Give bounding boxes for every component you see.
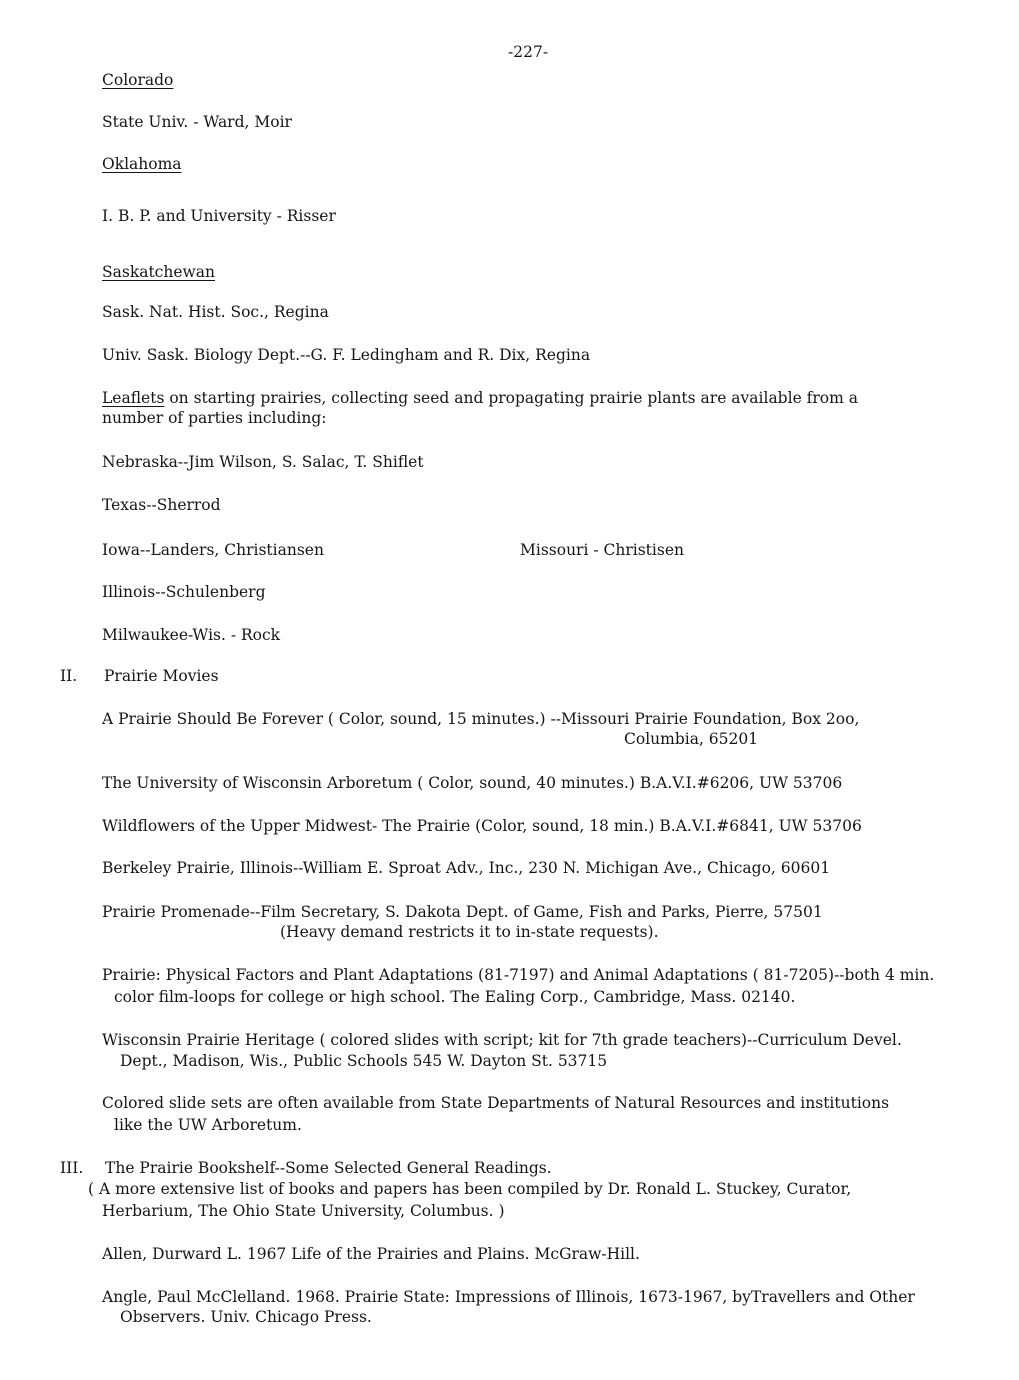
book-angle-line-1: Angle, Paul McClelland. 1968. Prairie State: Impressions of Illinois, 1673-1967, byTravellers and Other [102,1288,915,1306]
contact-texas: Texas--Sherrod [102,496,221,514]
heading-saskatchewan: Saskatchewan [102,263,216,281]
colorado-line: State Univ. - Ward, Moir [102,113,292,131]
section-2-numeral: II. [60,667,78,685]
movie-5-line-1: Prairie Promenade--Film Secretary, S. Dakota Dept. of Game, Fish and Parks, Pierre, 57501 [102,903,823,921]
page-number: -227- [508,43,549,61]
section-3-note-line-2: Herbarium, The Ohio State University, Columbus. ) [102,1202,505,1220]
heading-colorado: Colorado [102,71,174,89]
movie-7-line-1: Wisconsin Prairie Heritage ( colored slides with script; kit for 7th grade teachers)--Curriculum Devel. [102,1031,902,1049]
leaflets-paragraph-line-2: number of parties including: [102,409,327,427]
saskatchewan-line-1: Sask. Nat. Hist. Soc., Regina [102,303,329,321]
book-angle-line-2: Observers. Univ. Chicago Press. [120,1308,372,1326]
leaflets-rest: on starting prairies, collecting seed and propagating prairie plants are available from a [164,389,859,407]
heading-oklahoma: Oklahoma [102,155,182,173]
contact-iowa: Iowa--Landers, Christiansen [102,541,324,559]
book-allen: Allen, Durward L. 1967 Life of the Prairies and Plains. McGraw-Hill. [102,1245,640,1263]
saskatchewan-line-2: Univ. Sask. Biology Dept.--G. F. Ledingham and R. Dix, Regina [102,346,591,364]
section-2-title: Prairie Movies [104,667,219,685]
slides-note-line-2: like the UW Arboretum. [114,1116,302,1134]
oklahoma-line: I. B. P. and University - Risser [102,207,336,225]
contact-milwaukee: Milwaukee-Wis. - Rock [102,626,281,644]
section-3-note-line-1: ( A more extensive list of books and papers has been compiled by Dr. Ronald L. Stuckey, Curator, [88,1180,852,1198]
contact-nebraska: Nebraska--Jim Wilson, S. Salac, T. Shiflet [102,453,424,471]
movie-4: Berkeley Prairie, Illinois--William E. Sproat Adv., Inc., 230 N. Michigan Ave., Chicago, 60601 [102,859,831,877]
movie-7-line-2: Dept., Madison, Wis., Public Schools 545 W. Dayton St. 53715 [120,1052,608,1070]
leaflets-word: Leaflets [102,389,165,407]
movie-3: Wildflowers of the Upper Midwest- The Prairie (Color, sound, 18 min.) B.A.V.I.#6841, UW 53706 [102,817,862,835]
movie-2: The University of Wisconsin Arboretum ( Color, sound, 40 minutes.) B.A.V.I.#6206, UW 53706 [102,774,843,792]
section-3-numeral: III. [60,1159,84,1177]
contact-missouri: Missouri - Christisen [520,541,684,559]
movie-6-line-1: Prairie: Physical Factors and Plant Adaptations (81-7197) and Animal Adaptations ( 81-7205)--both 4 min. [102,966,935,984]
slides-note-line-1: Colored slide sets are often available from State Departments of Natural Resources and institutions [102,1094,890,1112]
movie-6-line-2: color film-loops for college or high school. The Ealing Corp., Cambridge, Mass. 02140. [114,988,796,1006]
movie-5-line-2: (Heavy demand restricts it to in-state requests). [280,923,659,941]
movie-1-line-2: Columbia, 65201 [624,730,759,748]
section-3-title: The Prairie Bookshelf--Some Selected General Readings. [105,1159,552,1177]
leaflets-paragraph-line-1 [102,388,858,408]
contact-illinois: Illinois--Schulenberg [102,583,266,601]
movie-1-line-1: A Prairie Should Be Forever ( Color, sound, 15 minutes.) --Missouri Prairie Foundation, Box 2oo, [102,710,860,728]
